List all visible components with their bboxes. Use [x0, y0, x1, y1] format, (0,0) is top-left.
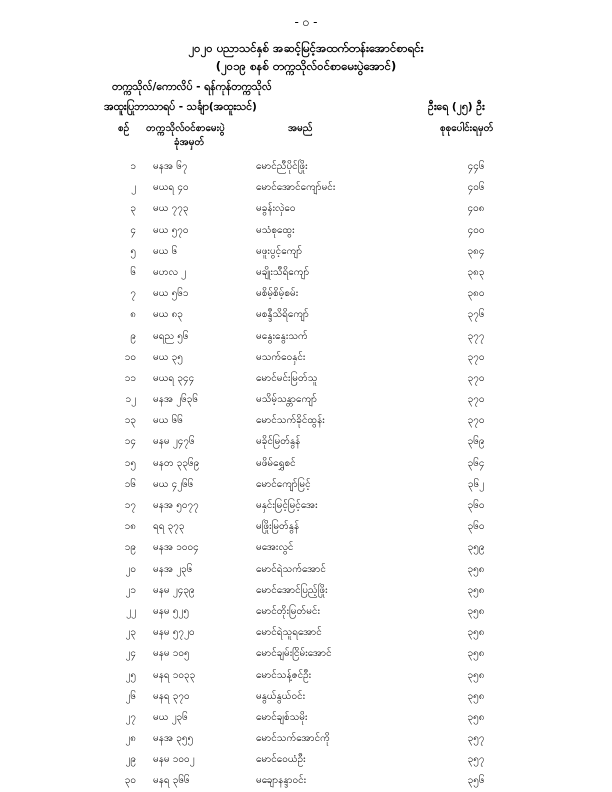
cell-no: ၄ [130, 224, 136, 236]
cell-roll: မယ ၅၇၀ [153, 224, 189, 236]
cell-name: မောင်ချမ်းငြိမ်းအောင် [256, 648, 332, 660]
cell-no: ၁၀ [124, 351, 136, 363]
cell-marks: ၃၇၀ [467, 394, 485, 406]
table-row [0, 453, 612, 474]
cell-roll: မနအ ၂၃၆ [153, 563, 193, 575]
table-row [0, 537, 612, 558]
cell-name: မနွယ်နွယ်ဝင်း [256, 690, 306, 702]
cell-roll: မနမ ၂၄၃၉ [153, 584, 195, 596]
table-row [0, 177, 612, 198]
cell-no: ၁၆ [124, 478, 136, 490]
cell-roll: မယ ၄၂၆၆ [153, 478, 194, 490]
cell-marks: ၃၅၈ [467, 711, 485, 723]
cell-roll: မယ ၃၅ [153, 351, 183, 363]
cell-name: မဖိမ်ရွှေစင် [256, 457, 296, 469]
cell-marks: ၃၅၇ [467, 754, 485, 766]
cell-roll: မရည ၅၆ [153, 330, 189, 342]
cell-marks: ၃၅၈ [467, 669, 485, 681]
cell-no: ၂၂ [126, 605, 136, 617]
cell-no: ၉ [130, 330, 136, 342]
count-line: ဦးရေ (၂၅) ဦး [428, 101, 485, 113]
cell-marks: ၃၅၇ [467, 733, 485, 745]
cell-name: မခွန်းလှဲဝေ [256, 203, 296, 215]
cell-roll: မနအ ၁၀၀၄ [153, 542, 199, 554]
cell-name: မောင်ညီပိုင်ဖြိုး [256, 161, 308, 172]
column-header-name: အမည် [288, 123, 313, 134]
cell-marks: ၃၅၈ [467, 627, 485, 639]
table-row [0, 643, 612, 664]
cell-name: မောင်အောင်ပြည့်ဖြိုး [256, 584, 328, 596]
cell-roll: မနတ ၃၃၆၉ [153, 457, 200, 469]
table-row [0, 516, 612, 537]
cell-roll: မယ ၂၃၆ [153, 711, 188, 723]
cell-marks: ၃၇၆ [467, 309, 485, 321]
cell-roll: မနမ ၁၀၅ [153, 648, 190, 660]
table-row [0, 728, 612, 749]
table-row [0, 283, 612, 304]
table-row [0, 580, 612, 601]
cell-marks: ၃၈၄ [467, 245, 485, 257]
cell-no: ၁၂ [125, 394, 136, 406]
cell-marks: ၃၈၀ [467, 288, 485, 300]
cell-name: မောင်မင်းမြတ်သူ [256, 372, 318, 384]
cell-marks: ၄၀၈ [467, 203, 485, 215]
cell-roll: မနရ ၁၀၃၃ [153, 669, 196, 681]
cell-no: ၁၇ [124, 500, 136, 511]
cell-no: ၂၆ [125, 690, 136, 702]
cell-no: ၂ [131, 182, 136, 194]
table-row [0, 770, 612, 791]
table-row [0, 410, 612, 431]
cell-roll: မနရ ၃၇၀ [153, 690, 190, 702]
table-row [0, 347, 612, 368]
cell-marks: ၃၇၇ [467, 330, 485, 342]
cell-name: မချိုးသီရိကျော် [256, 266, 310, 278]
cell-roll: မဟလ ၂ [153, 266, 186, 278]
cell-no: ၁၅ [124, 457, 136, 469]
table-row [0, 622, 612, 643]
table-row [0, 665, 612, 686]
column-header-no: စဉ် [118, 123, 130, 134]
cell-name: မစန္ဒီသိရိကျော် [256, 309, 309, 321]
cell-roll: မယရ ၄၀ [153, 182, 189, 194]
table-row [0, 156, 612, 177]
cell-marks: ၃၈၃ [467, 266, 485, 278]
cell-name: မောင်သက်အောင်ကို [256, 733, 330, 745]
cell-name: မောင်အောင်ကျော်မင်း [256, 182, 336, 194]
subject-line: အထူးပြုဘာသာရပ် - သင်္ချာ(အထူးသင်) [104, 101, 257, 113]
cell-marks: ၃၇၀ [467, 372, 485, 384]
cell-no: ၆ [130, 266, 136, 278]
cell-name: မောင်ချစ်သမိုး [256, 711, 308, 723]
cell-no: ၇ [130, 288, 136, 300]
cell-no: ၃ [130, 203, 136, 215]
cell-no: ၂၄ [125, 648, 136, 660]
cell-roll: ရရ ၃၇၃ [153, 521, 185, 533]
cell-roll: မယ ၈၃ [153, 309, 183, 321]
cell-no: ၈ [130, 309, 136, 321]
column-header-roll-line2: ခုံအမှတ် [174, 137, 205, 148]
cell-name: မနွေးနွေးသက် [256, 330, 308, 342]
table-row [0, 389, 612, 410]
cell-marks: ၃၇၀ [467, 415, 485, 427]
cell-roll: မနအ ၆၇ [153, 161, 188, 172]
cell-roll: မယ ၆ [153, 245, 178, 257]
table-row [0, 707, 612, 728]
table-row [0, 686, 612, 707]
table-row [0, 749, 612, 770]
table-row [0, 431, 612, 452]
cell-marks: ၃၅၈ [467, 690, 485, 702]
cell-roll: မယ ၇၇၃ [153, 203, 189, 215]
cell-roll: မနအ ၅၀၇၇ [153, 500, 199, 511]
cell-roll: မနမ ၅၇၂၀ [153, 627, 195, 639]
cell-name: မခိုင်မြတ်နွန် [256, 436, 301, 448]
cell-name: မဖူးပွင့်ကျော် [256, 245, 303, 257]
cell-roll: မယရ ၃၄၄ [153, 372, 195, 384]
cell-marks: ၃၅၈ [467, 584, 485, 596]
cell-roll: မယ ၅၆၁ [153, 288, 189, 300]
cell-name: မောင်ကျော်မြင့် [256, 478, 311, 490]
cell-no: ၂၇ [125, 711, 136, 723]
cell-marks: ၄၀၀ [467, 224, 485, 236]
cell-marks: ၃၅၉ [467, 542, 485, 554]
cell-name: မသံစုထွေး [256, 224, 295, 236]
page-subtitle: (၂၀၁၉ စနစ် တက္ကသိုလ်ဝင်စာမေးပွဲအောင်) [215, 59, 397, 73]
region-line: တက္ကသိုလ်/ကောလိပ် - ရန်ကုန်တက္ကသိုလ် [112, 81, 272, 93]
cell-no: ၂၉ [125, 754, 136, 766]
cell-name: မဖြိုးမြတ်နွန် [256, 521, 300, 533]
cell-marks: ၃၆၀ [467, 521, 485, 533]
table-row [0, 198, 612, 219]
cell-no: ၂၁ [125, 584, 136, 596]
cell-no: ၅ [130, 245, 136, 257]
cell-no: ၂၃ [125, 627, 136, 639]
cell-marks: ၃၆၂ [467, 478, 485, 490]
column-header-marks: စုစုပေါင်းရမှတ် [440, 123, 494, 134]
cell-roll: မယ ၆၆ [153, 415, 183, 427]
cell-marks: ၃၆၄ [467, 457, 485, 469]
cell-marks: ၃၆၀ [467, 500, 485, 511]
cell-name: မစိမ့်စိမ့်စမ်း [256, 288, 299, 300]
table-row [0, 326, 612, 347]
cell-name: မသိမ့်သန္တာကျော် [256, 394, 317, 406]
table-row [0, 304, 612, 325]
cell-name: မအေးလွင် [256, 542, 294, 554]
cell-marks: ၃၅၈ [467, 605, 485, 617]
cell-name: မောင်သက်ခိုင်ထွန်း [256, 415, 325, 427]
page-title: ၂၀၂၀ ပညာသင်နှစ် အဆင့်မြင့်အထက်တန်းအောင်စာရင်း [188, 41, 424, 55]
table-row [0, 474, 612, 495]
cell-marks: ၄၄၆ [467, 161, 485, 172]
cell-name: မောင်ဝေယံဦး [256, 754, 306, 766]
cell-name: မောင်ရဲသူရအောင် [256, 627, 322, 639]
cell-marks: ၄၀၆ [467, 182, 485, 194]
table-row [0, 559, 612, 580]
page-number: - ၀ - [294, 15, 318, 29]
cell-roll: မနမ ၂၄၇၆ [153, 436, 195, 448]
cell-no: ၂၈ [125, 733, 136, 745]
cell-roll: မနရ ၃၆၆ [153, 775, 190, 787]
cell-roll: မနအ ၃၅၅ [153, 733, 194, 745]
table-row [0, 220, 612, 241]
cell-name: မောင်ရဲသက်အောင် [256, 563, 326, 575]
cell-no: ၁၁ [124, 372, 136, 384]
cell-no: ၁ [130, 161, 136, 172]
table-row [0, 368, 612, 389]
cell-name: မသက်ဝေနှင်း [256, 351, 306, 363]
cell-no: ၂၅ [125, 669, 136, 681]
table-row [0, 241, 612, 262]
cell-name: မချောနန္ဒာဝင်း [256, 775, 307, 787]
cell-name: မောင်တိုးမြတ်မင်း [256, 605, 321, 617]
cell-marks: ၃၅၆ [467, 775, 485, 787]
results-table [0, 156, 612, 792]
cell-no: ၁၄ [124, 436, 136, 448]
cell-roll: မနမ ၁၀၀၂ [153, 754, 195, 766]
column-header-roll: တက္ကသိုလ်ဝင်စာမေးပွဲ [146, 123, 225, 134]
cell-no: ၁၃ [124, 415, 136, 427]
cell-roll: မနအ ၂၆၃၆ [153, 394, 199, 406]
cell-name: မနှင်းမြင့်မြင့်အေး [256, 500, 318, 511]
cell-name: မောင်သန့်ဇင်ဦး [256, 669, 312, 681]
cell-no: ၁၈ [124, 521, 136, 533]
table-row [0, 495, 612, 516]
table-row [0, 601, 612, 622]
cell-marks: ၃၇၀ [467, 351, 485, 363]
cell-marks: ၃၅၈ [467, 648, 485, 660]
cell-no: ၁၉ [124, 542, 136, 554]
cell-no: ၂၀ [125, 563, 136, 575]
table-row [0, 262, 612, 283]
cell-no: ၃၀ [124, 775, 136, 787]
cell-roll: မနမ ၅၂၅ [153, 605, 189, 617]
cell-marks: ၃၆၉ [467, 436, 485, 448]
cell-marks: ၃၅၈ [467, 563, 485, 575]
